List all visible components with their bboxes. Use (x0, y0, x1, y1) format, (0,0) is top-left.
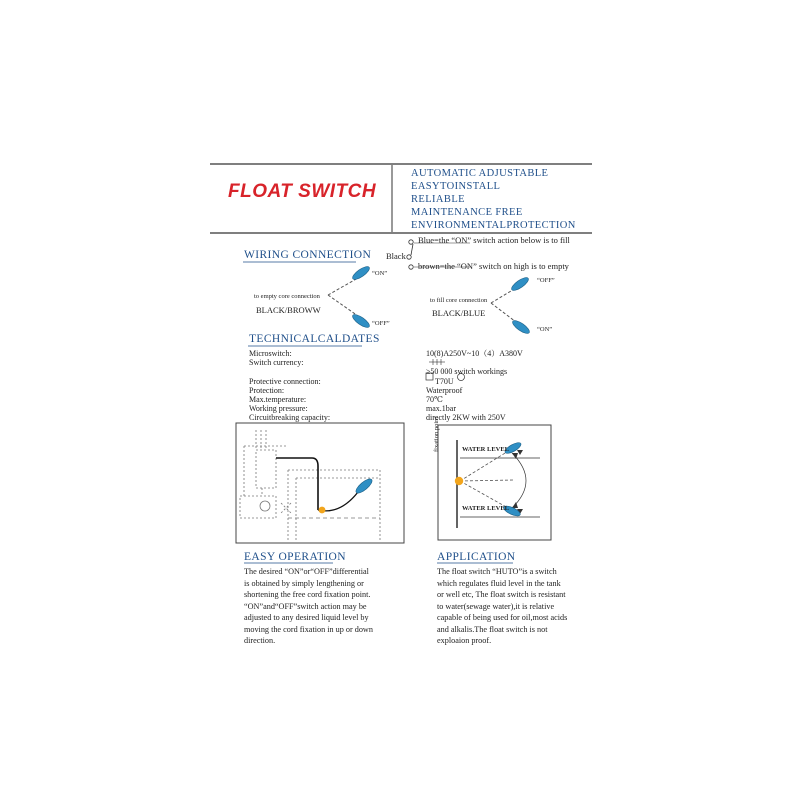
spec-label: Protection: (249, 385, 285, 395)
spec-value: 10(8)A250V~10（4）A380V (426, 349, 523, 358)
spec-values (426, 349, 523, 423)
spec-value: T70U (435, 376, 454, 386)
left-off-label: “OFF” (372, 320, 390, 327)
feature-item: RELIABLE (411, 194, 465, 205)
right-core-colors: BLACK/BLUE (432, 308, 486, 318)
text-line: The float switch “HUTO”is a switch (437, 567, 557, 576)
wiring-heading: WIRING CONNECTION (244, 249, 372, 261)
fixation-point-label: fixation point (433, 416, 440, 452)
right-on-label: “ON” (537, 326, 553, 333)
text-line: The desired “ON”or“OFF”differential (244, 567, 369, 576)
water-level-bottom-label: WATER LEVEL (462, 505, 510, 512)
application-text (437, 566, 607, 647)
water-level-top-label: WATER LEVEL (462, 446, 510, 453)
spec-value: Waterproof (426, 385, 463, 395)
easy-operation-text (244, 566, 414, 647)
text-line: “ON”and“OFF”switch action may be (244, 601, 367, 611)
technical-heading: TECHNICALCALDATES (249, 333, 380, 345)
text-line: is obtained by simply lengthening or (244, 578, 364, 588)
spec-value: ≥50 000 switch workings (426, 367, 508, 377)
text-line: and alkalis.The float switch is not (437, 624, 548, 634)
text-line: moving the cord fixation in up or down (244, 624, 373, 634)
spec-label: Circuitbreaking capacity: (249, 413, 331, 423)
easy-operation-heading: EASY OPERATION (244, 551, 346, 563)
spec-value: directly 2KW with 250V (426, 413, 506, 423)
text-line: direction. (244, 636, 276, 645)
right-off-label: “OFF” (537, 277, 555, 284)
text-line: shortening the free cord fixation point. (244, 590, 371, 599)
left-core-colors: BLACK/BROWW (256, 305, 321, 315)
feature-item: EASYTOINSTALL (411, 181, 501, 192)
application-heading: APPLICATION (437, 551, 516, 563)
black-wire-label: Black (386, 251, 406, 261)
text-line: which regulates fluid level in the tank (437, 578, 561, 588)
text-line: capable of being used for oil,most acids (437, 613, 568, 622)
spec-label: Protective connection: (249, 376, 321, 386)
right-core-caption: to fill core connection (430, 297, 488, 304)
feature-item: ENVIRONMENTALPROTECTION (411, 220, 576, 231)
feature-item: AUTOMATIC ADJUSTABLE (411, 168, 549, 179)
text-line: to water(sewage water),it is relative (437, 601, 555, 611)
spec-value: max.1bar (426, 404, 456, 414)
page-title: FLOAT SWITCH (228, 181, 377, 202)
feature-item: MAINTENANCE FREE (411, 207, 523, 218)
spec-label (249, 367, 330, 376)
text-line: adjusted to any desired liquid level by (244, 613, 369, 622)
spec-value (426, 358, 523, 367)
spec-label: Switch currency: (249, 358, 304, 368)
spec-value: 70℃ (426, 395, 443, 404)
left-on-label: “ON” (372, 270, 388, 277)
spec-label: Working pressure: (249, 404, 308, 414)
spec-label: Max.temperature: (249, 395, 307, 404)
spec-label: Microswitch: (249, 349, 292, 358)
spec-labels (249, 349, 330, 423)
text-line: exploaion proof. (437, 636, 492, 645)
left-core-caption: to empty core connection (254, 293, 320, 300)
brown-wire-note: brown=the “ON” switch on high is to empty (418, 261, 569, 271)
blue-wire-note: Blue=the “ON” switch action below is to fill (418, 235, 570, 245)
text-line: or well etc, The float switch is resistant (437, 590, 566, 599)
